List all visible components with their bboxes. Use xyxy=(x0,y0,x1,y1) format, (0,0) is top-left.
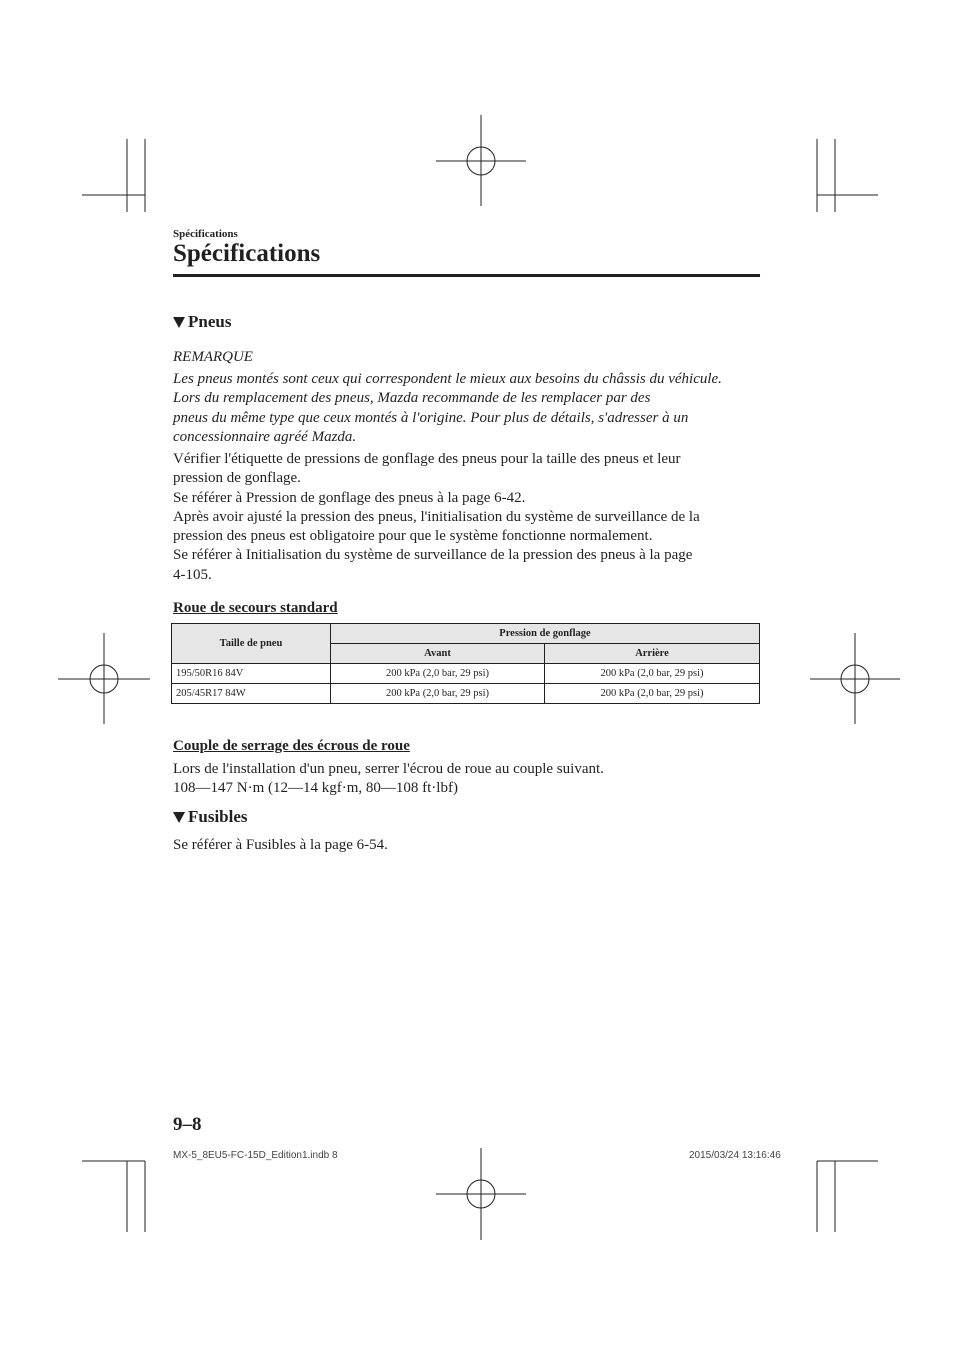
fuses-heading xyxy=(173,807,248,827)
body-line: Se référer à Pression de gonflage des pneus à la page 6-42. xyxy=(173,489,526,506)
col-header-pressure: Pression de gonflage xyxy=(331,624,760,644)
note-line: Les pneus montés sont ceux qui correspondent le mieux aux besoins du châssis du véhicule. xyxy=(173,371,722,387)
triangle-bullet-icon xyxy=(173,317,185,328)
col-header-front: Avant xyxy=(331,644,545,664)
note-line: pneus du même type que ceux montés à l'origine. Pour plus de détails, s'adresser à un xyxy=(173,409,689,426)
tires-heading xyxy=(173,312,231,332)
body-line: 108—147 N·m (12—14 kgf·m, 80—108 ft·lbf) xyxy=(173,780,458,797)
spare-wheel-heading: Roue de secours standard xyxy=(173,600,338,616)
table-row xyxy=(172,684,760,704)
body-line: Se référer à Initialisation du système de surveillance de la pression des pneus à la page xyxy=(173,547,693,564)
triangle-bullet-icon xyxy=(173,812,185,823)
note-line: concessionnaire agréé Mazda. xyxy=(173,428,357,445)
body-line: 4-105. xyxy=(173,566,212,583)
body-line: Après avoir ajusté la pression des pneus, l'initialisation du système de surveillance de la xyxy=(173,508,700,525)
lug-nut-heading: Couple de serrage des écrous de roue xyxy=(173,738,410,754)
fuses-heading-text: Fusibles xyxy=(188,807,248,826)
col-header-size: Taille de pneu xyxy=(172,624,331,664)
note-line: Lors du remplacement des pneus, Mazda recommande de les remplacer par des xyxy=(173,390,651,407)
body-line: pression de gonflage. xyxy=(173,470,301,487)
tire-pressure-table xyxy=(171,623,760,704)
cell-rear: 200 kPa (2,0 bar, 29 psi) xyxy=(545,664,760,684)
header-rule xyxy=(173,274,760,277)
page-title: Spécifications xyxy=(173,240,321,267)
page-number: 9–8 xyxy=(173,1114,202,1135)
cell-size: 195/50R16 84V xyxy=(172,664,331,684)
col-header-rear: Arrière xyxy=(545,644,760,664)
tires-body xyxy=(173,450,763,585)
cell-size: 205/45R17 84W xyxy=(172,684,331,704)
body-line: Se référer à Fusibles à la page 6-54. xyxy=(173,837,388,853)
note-title: REMARQUE xyxy=(173,349,253,365)
footer-timestamp: 2015/03/24 13:16:46 xyxy=(689,1150,781,1161)
body-line: Vérifier l'étiquette de pressions de gonflage des pneus pour la taille des pneus et leur xyxy=(173,451,681,467)
body-line: pression des pneus est obligatoire pour que le système fonctionne normalement. xyxy=(173,528,653,545)
table-row xyxy=(172,664,760,684)
body-line: Lors de l'installation d'un pneu, serrer l'écrou de roue au couple suivant. xyxy=(173,761,604,777)
footer-file: MX-5_8EU5-FC-15D_Edition1.indb 8 xyxy=(173,1150,338,1161)
note-text xyxy=(173,370,763,447)
lug-nut-body xyxy=(173,760,763,799)
fuses-body xyxy=(173,836,763,855)
cell-front: 200 kPa (2,0 bar, 29 psi) xyxy=(331,664,545,684)
cell-front: 200 kPa (2,0 bar, 29 psi) xyxy=(331,684,545,704)
cell-rear: 200 kPa (2,0 bar, 29 psi) xyxy=(545,684,760,704)
section-label: Spécifications xyxy=(173,228,238,240)
tires-heading-text: Pneus xyxy=(188,312,232,331)
